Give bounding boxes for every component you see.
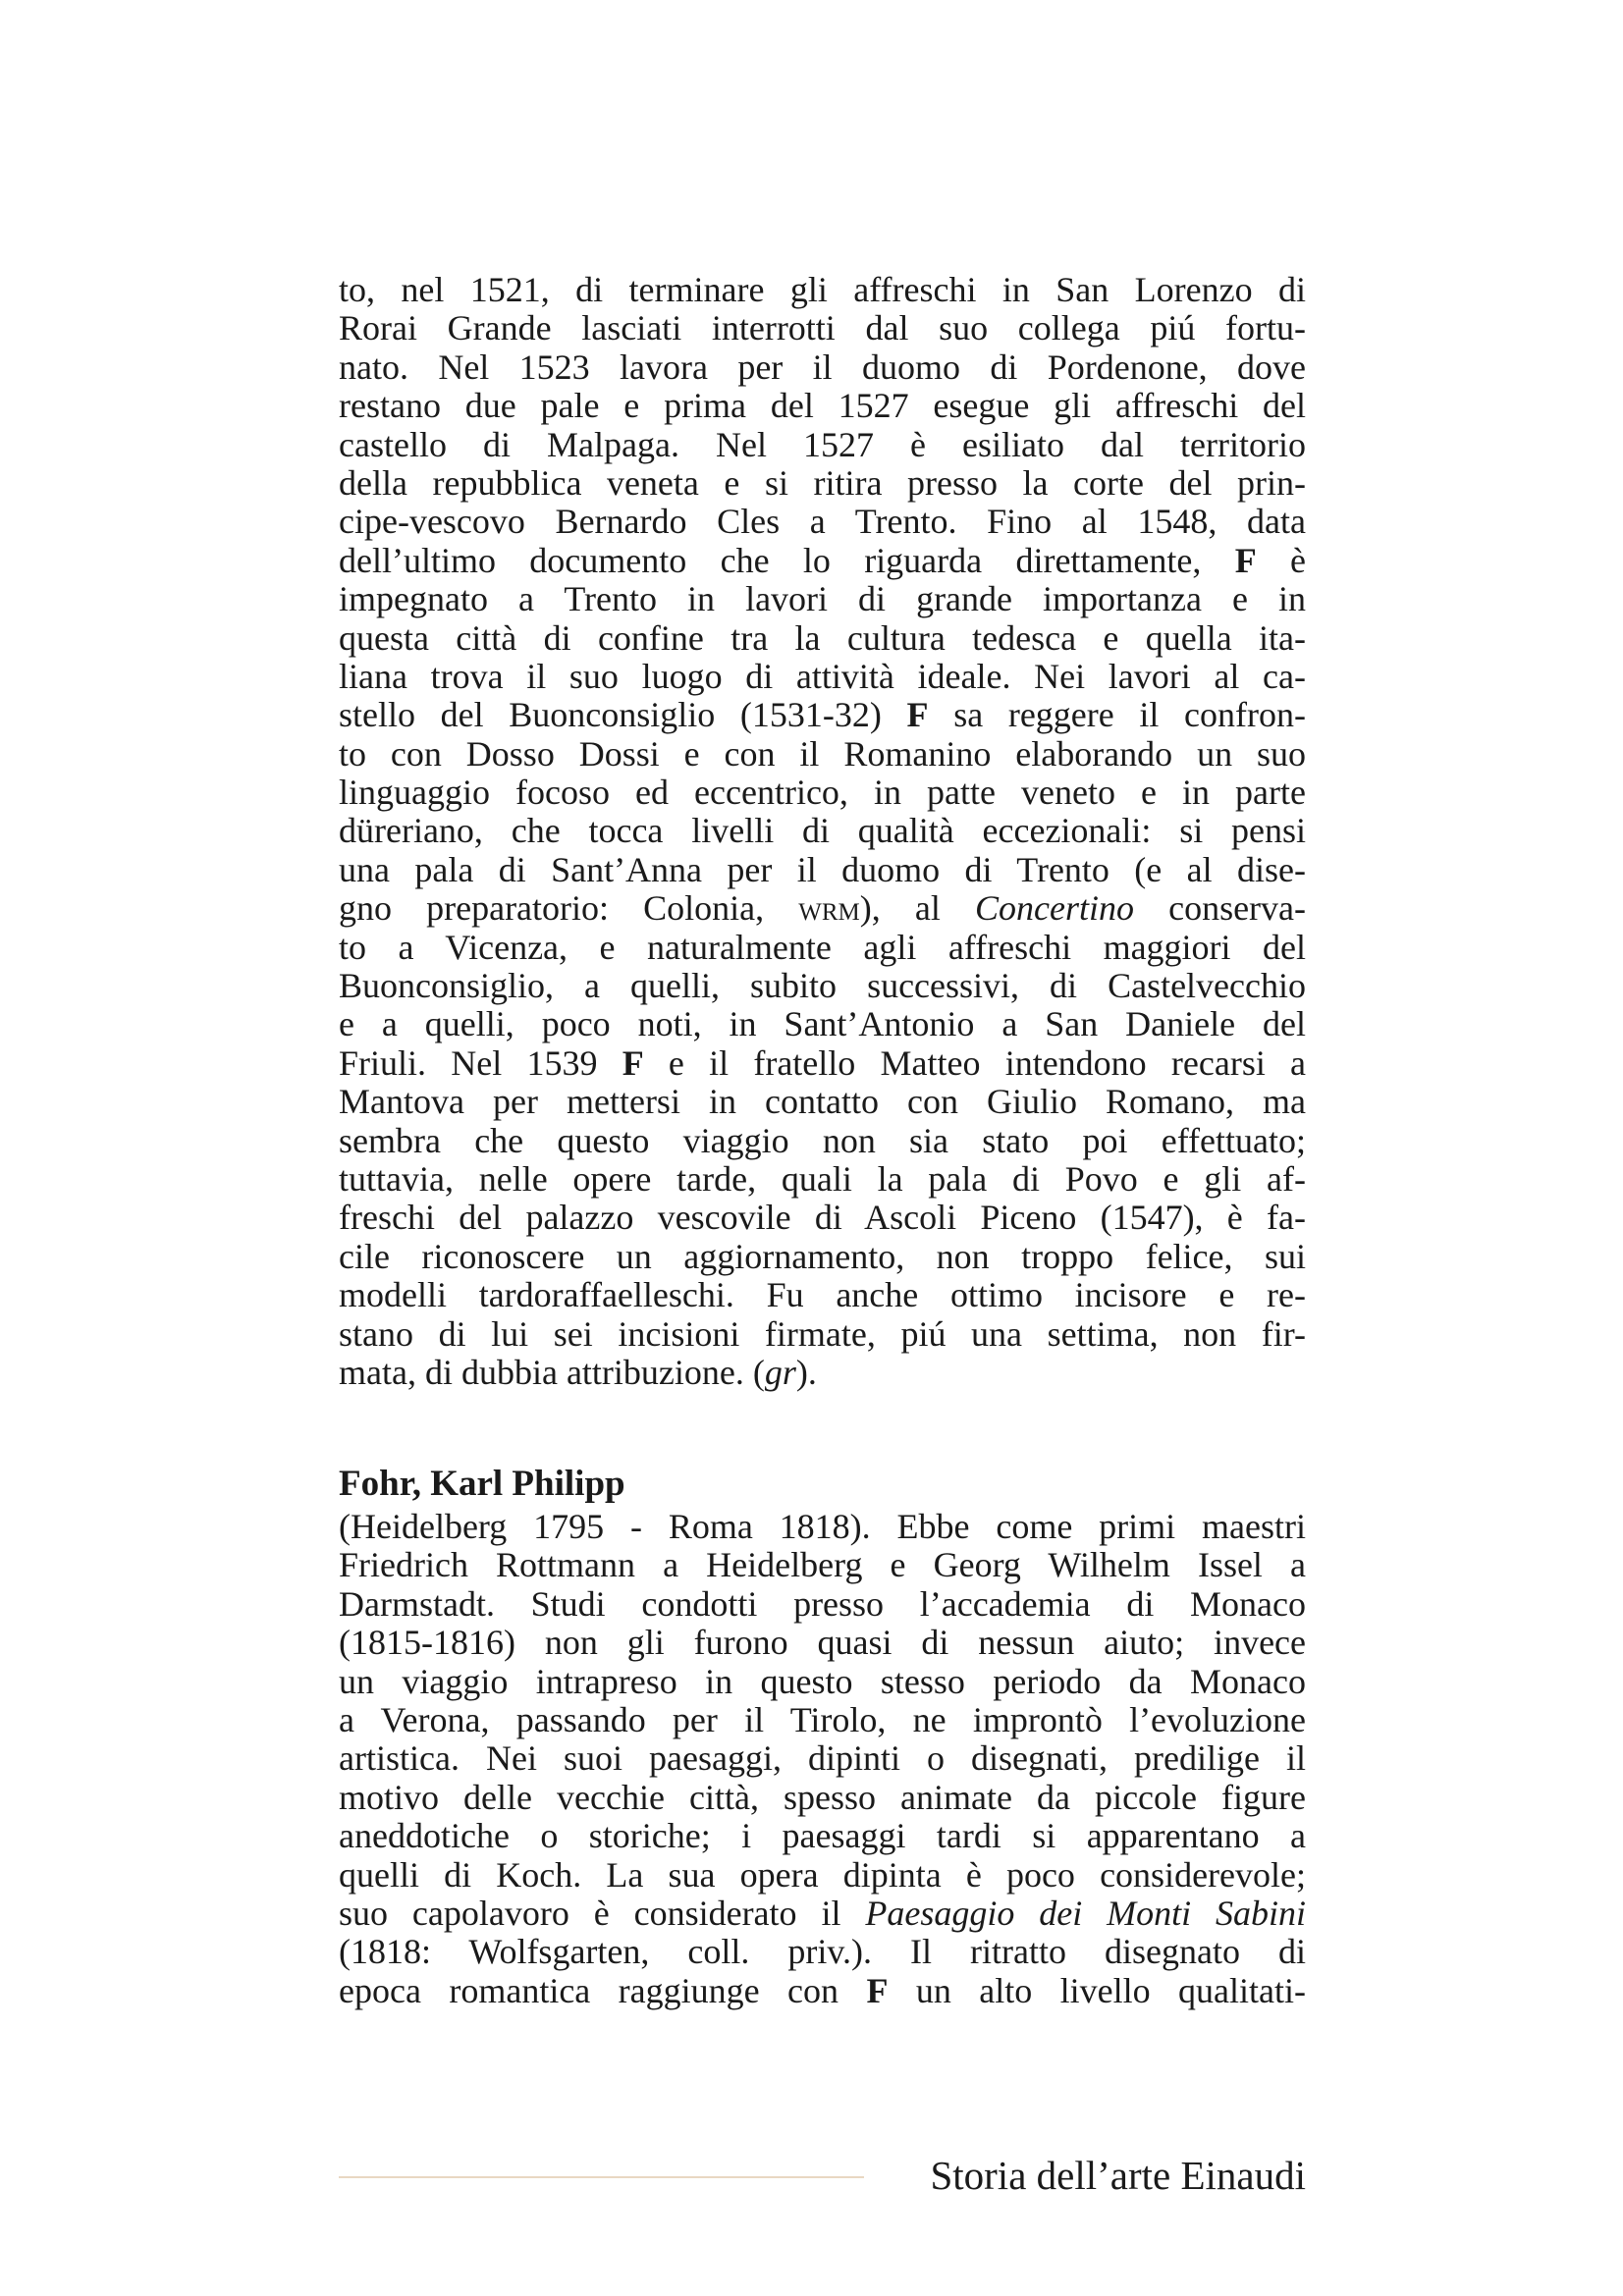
text-run: gno preparatorio: Colonia, — [339, 888, 765, 929]
text-line: motivo delle vecchie città, spesso animate da piccole figure — [339, 1777, 1306, 1817]
text-line: impegnato a Trento in lavori di grande importanza e in — [339, 579, 1306, 619]
footer-divider — [339, 2176, 864, 2178]
text-line: restano due pale e prima del 1527 esegue gli affreschi del — [339, 386, 1306, 426]
text-line — [339, 1354, 1306, 1392]
text-line: quelli di Koch. La sua opera dipinta è poco considerevole; — [339, 1854, 1306, 1895]
text-line: a Verona, passando per il Tirolo, ne improntò l’evoluzione — [339, 1699, 1306, 1739]
text-line: stano di lui sei incisioni firmate, piú una settima, non fir- — [339, 1313, 1306, 1354]
text-line: tuttavia, nelle opere tarde, quali la pala di Povo e gli af- — [339, 1158, 1306, 1199]
text-line — [339, 542, 1306, 580]
subject-initial: F — [866, 1970, 889, 2010]
text-run: è — [1290, 540, 1307, 580]
text-line: Darmstadt. Studi condotti presso l’accademia di Monaco — [339, 1583, 1306, 1624]
text-line: (Heidelberg 1795 - Roma 1818). Ebbe come primi maestri — [339, 1507, 1306, 1546]
text-line: cile riconoscere un aggiornamento, non troppo felice, sui — [339, 1236, 1306, 1276]
text-line — [339, 696, 1306, 734]
text-line: to con Dosso Dossi e con il Romanino elaborando un suo — [339, 733, 1306, 774]
text-line: nato. Nel 1523 lavora per il duomo di Pordenone, dove — [339, 347, 1306, 387]
text-line: modelli tardoraffaelleschi. Fu anche ottimo incisore e re- — [339, 1275, 1306, 1315]
text-line: (1815-1816) non gli furono quasi di nessun aiuto; invece — [339, 1623, 1306, 1663]
text-line: e a quelli, poco noti, in Sant’Antonio a San Daniele del — [339, 1004, 1306, 1044]
text-run: un alto livello qualitati- — [915, 1970, 1307, 2010]
text-run: mata, di dubbia attribuzione. ( — [339, 1352, 765, 1392]
text-line: una pala di Sant’Anna per il duomo di Trento (e al dise- — [339, 849, 1306, 889]
text-run: ). — [795, 1352, 817, 1392]
author-initials: gr — [764, 1352, 796, 1392]
text-line — [339, 1972, 1306, 2010]
text-line: linguaggio focoso ed eccentrico, in patte veneto e in parte — [339, 773, 1306, 813]
text-line: questa città di confine tra la cultura tedesca e quella ita- — [339, 617, 1306, 658]
entry-body — [339, 1508, 1306, 2010]
text-run: e il fratello Matteo intendono recarsi a — [668, 1042, 1307, 1083]
text-line: freschi del palazzo vescovile di Ascoli Piceno (1547), è fa- — [339, 1198, 1306, 1238]
text-run: dell’ultimo documento che lo riguarda direttamente, — [339, 540, 1202, 580]
subject-initial: F — [622, 1042, 644, 1083]
artwork-title: Concertino — [974, 888, 1134, 929]
text-run: epoca romantica raggiunge con — [339, 1970, 839, 2010]
text-run: ), al — [859, 888, 941, 929]
entry-body-continued — [339, 271, 1306, 1392]
text-line: aneddotiche o storiche; i paesaggi tardi si apparentano a — [339, 1816, 1306, 1856]
subject-initial: F — [906, 695, 929, 735]
artwork-title: Paesaggio dei Monti Sabini — [865, 1893, 1307, 1933]
text-line: Friedrich Rottmann a Heidelberg e Georg Wilhelm Issel a — [339, 1545, 1306, 1585]
text-line: Rorai Grande lasciati interrotti dal suo collega piú fortu- — [339, 308, 1306, 348]
text-line — [339, 1895, 1306, 1933]
text-line: cipe-vescovo Bernardo Cles a Trento. Fino al 1548, data — [339, 502, 1306, 542]
subject-initial: F — [1234, 540, 1257, 580]
text-run: Friuli. Nel 1539 — [339, 1042, 598, 1083]
text-line: düreriano, che tocca livelli di qualità eccezionali: si pensi — [339, 811, 1306, 851]
text-line: to a Vicenza, e naturalmente agli affreschi maggiori del — [339, 927, 1306, 967]
text-line: castello di Malpaga. Nel 1527 è esiliato dal territorio — [339, 424, 1306, 464]
text-run: sa reggere il confron- — [953, 695, 1306, 735]
text-line: sembra che questo viaggio non sia stato poi effettuato; — [339, 1120, 1306, 1160]
text-line: Mantova per mettersi in contatto con Giulio Romano, ma — [339, 1082, 1306, 1122]
text-line: della repubblica veneta e si ritira presso la corte del prin- — [339, 462, 1306, 503]
museum-abbreviation: wrm — [798, 888, 860, 929]
entry-heading: Fohr, Karl Philipp — [339, 1464, 625, 1504]
text-line: to, nel 1521, di terminare gli affreschi in San Lorenzo di — [339, 270, 1306, 309]
text-run: conserva- — [1168, 888, 1307, 929]
text-line: un viaggio intrapreso in questo stesso periodo da Monaco — [339, 1661, 1306, 1701]
text-line — [339, 1044, 1306, 1083]
text-line: Buonconsiglio, a quelli, subito successivi, di Castelvecchio — [339, 966, 1306, 1006]
text-line: liana trova il suo luogo di attività ideale. Nei lavori al ca- — [339, 656, 1306, 696]
text-line: (1818: Wolfsgarten, coll. priv.). Il ritratto disegnato di — [339, 1932, 1306, 1972]
text-run: stello del Buonconsiglio (1531-32) — [339, 695, 882, 735]
text-line: artistica. Nei suoi paesaggi, dipinti o disegnati, predilige il — [339, 1738, 1306, 1779]
text-run: suo capolavoro è considerato il — [339, 1893, 841, 1933]
text-line — [339, 889, 1306, 928]
footer-title: Storia dell’arte Einaudi — [930, 2153, 1306, 2198]
